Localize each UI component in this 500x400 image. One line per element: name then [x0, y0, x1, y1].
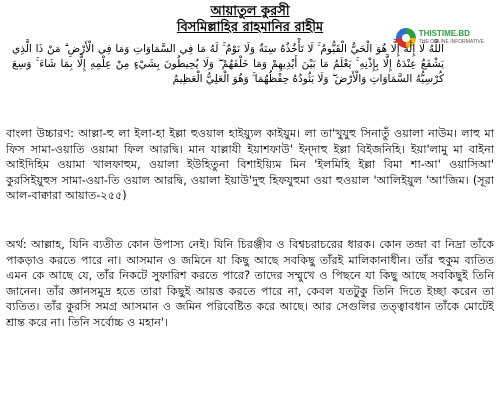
pronunciation-paragraph: বাংলা উচ্চারণ: আল্লা-হু লা ইলা-হা ইল্লা হুওয়াল হাইয়্যুল কাইয়ুম। লা তা'খুযুহু সিনাতুঁ ওয়ালা নাউম। লাহু মা ফিস সামা-ওয়াতি ওয়ামা ফিল আরদ্বি। মান যাল্লাযী ইয়াশফাউ' ইন্‌দাহু ইল্লা বিইজনিহি। ইয়া'লামু মা বাইনা আইদিহিম ওয়ামা খালফাহুম, ওয়ালা ইউহিতুনা বিশাইয়্যিম মিন 'ইলমিহি ইল্লা বিমা শা-আ' ওয়াসিআ' কুরসিইয়ুহুস সামা-ওয়া-তি ওয়াল আরদ্বি, ওয়ালা ইয়াউ'দুহু হিফযুহুমা ওয়া হুওয়াল 'আলিইয়ুল 'আ'জিম। (সূরা আল-বাক্বারা আয়াত-২৫৫) [6, 127, 494, 203]
page-title: আয়াতুল কুরসী [210, 4, 290, 19]
page-subtitle: বিসমিল্লাহির রাহমানির রাহীম [176, 20, 324, 35]
logo-name: THISTIME.BD [418, 29, 470, 38]
arabic-verse: اللَّهُ لَا إِلَٰهَ إِلَّا هُوَ الْحَيُّ الْقَيُّومُ ۚ لَا تَأْخُذُهُ سِنَةٌ وَلَا نَوْمٌ ۚ لَهُ مَا فِي السَّمَاوَاتِ وَمَا فِي الْأَرْضِ ۗ مَنْ ذَا الَّذِي يَشْفَعُ عِنْدَهُ إِلَّا بِإِذْنِهِ ۚ يَعْلَمُ مَا بَيْنَ أَيْدِيهِمْ وَمَا خَلْفَهُمْ ۖ وَلَا يُحِيطُونَ بِشَيْءٍ مِنْ عِلْمِهِ إِلَّا بِمَا شَاءَ ۚ وَسِعَ كُرْسِيُّهُ السَّمَاوَاتِ وَالْأَرْضَ ۖ وَلَا يَئُودُهُ حِفْظُهُمَا ۚ وَهُوَ الْعَلِيُّ الْعَظِيمُ [12, 43, 444, 85]
meaning-paragraph: অর্থ: আল্লাহ, যিনি ব্যতীত কোন উপাস্য নেই। যিনি চিরঞ্জীব ও বিশ্বচরাচরের ধারক। কোন তন্দ্রা বা নিদ্রা তাঁকে পাকড়াও করতে পারে না। আসমান ও জমিনে যা কিছু আছে সবকিছু তাঁরই মালিকানাধীন। তাঁর হুকুম ব্যতিত এমন কে আছে যে, তাঁর নিকটে সুফারিশ করতে পারে? তাদের সম্মুখে ও পিছনে যা কিছু আছে সবকিছুই তিনি জানেন। তাঁর জ্ঞানসমুদ্র হতে তারা কিছুই আয়ত্ত করতে পারে না, কেবল যতটুকু তিনি দিতে ইচ্ছা করেন তা ব্যতিত। তাঁর কুরসি সমগ্র আসমান ও জমিন পরিবেষ্টিত করে আছে। আর সেগুলির তত্ত্বাবধান তাঁকে মোটেই শ্রান্ত করে না। তিনি সর্বোচ্চ ও মহান'। [6, 238, 494, 329]
logo-tagline: THE ONLINE INFORMATIVE [418, 39, 484, 45]
